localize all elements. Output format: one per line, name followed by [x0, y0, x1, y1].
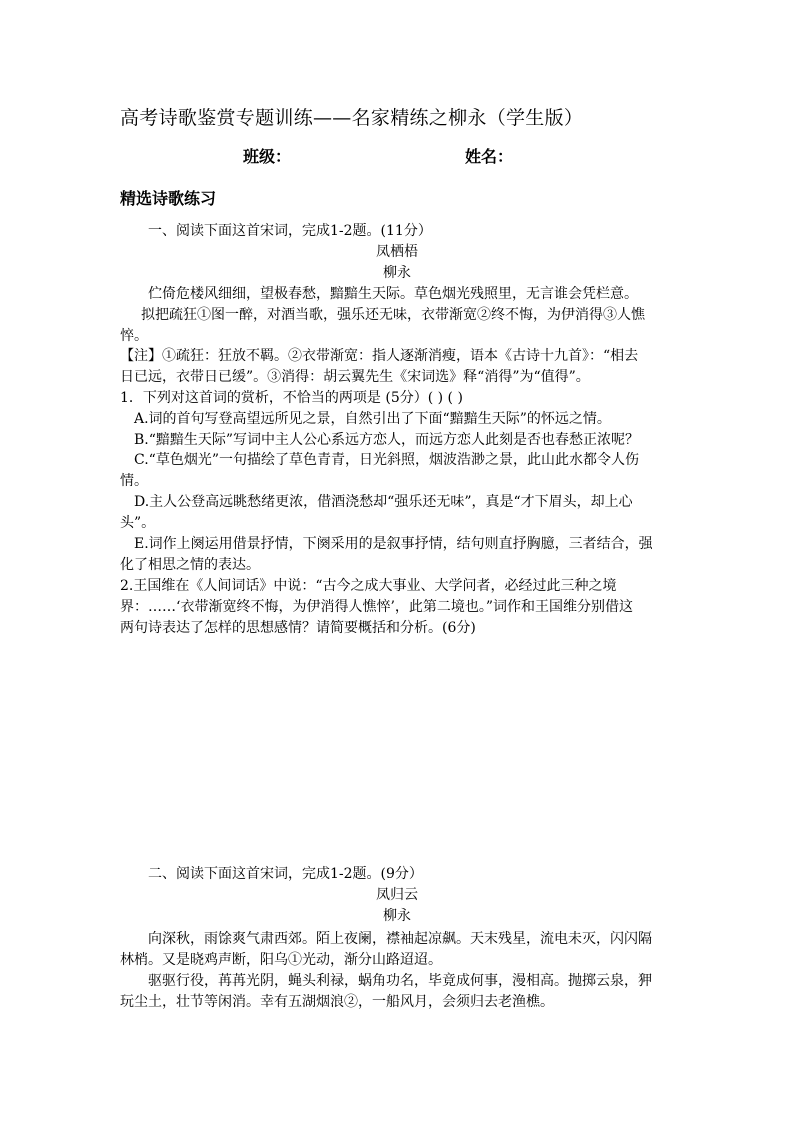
option-e-cont: 化了相思之情的表达。	[120, 557, 260, 573]
question-1: 1．下列对这首词的赏析，不恰当的两项是 (5分）( ) ( )	[120, 390, 463, 406]
part1-author: 柳永	[383, 265, 411, 281]
class-label: 班级：	[243, 147, 292, 166]
part2-poem-line: 向深秋，雨馀爽气肃西郊。陌上夜阑，襟袖起凉飙。天末残星，流电未灭，闪闪隔	[148, 931, 652, 947]
option-a: A.词的首句写登高望远所见之景，自然引出了下面“黯黯生天际”的怀远之情。	[134, 411, 611, 427]
section-heading: 精选诗歌练习	[120, 189, 217, 208]
part1-note: 日已远，衣带日已缓”。③消得：胡云翼先生《宋词选》释“消得”为“值得”。	[120, 369, 590, 385]
option-e: E.词作上阕运用借景抒情，下阕采用的是叙事抒情，结句则直抒胸臆，三者结合，强	[134, 536, 653, 552]
option-d: D.主人公登高远眺愁绪更浓，借酒浇愁却“强乐还无味”，真是“才下眉头，却上心	[134, 494, 633, 510]
option-c: C.“草色烟光”一句描绘了草色青青，日光斜照，烟波浩渺之景，此山此水都令人伤	[134, 452, 639, 468]
part2-intro: 二、阅读下面这首宋词，完成1-2题。(9分）	[148, 866, 423, 882]
part2-poem-line: 玩尘土，壮节等闲消。幸有五湖烟浪②，一船风月，会须归去老渔樵。	[120, 994, 554, 1010]
option-d-cont: 头”。	[120, 515, 156, 531]
option-c-cont: 情。	[120, 473, 148, 489]
part1-poem-title: 凤栖梧	[376, 244, 418, 260]
part1-poem-line: 悴。	[120, 328, 148, 344]
part1-intro: 一、阅读下面这首宋词，完成1-2题。(11分）	[148, 223, 432, 239]
part2-poem-line: 林梢。又是晓鸡声断，阳乌①光动，渐分山路迢迢。	[120, 952, 442, 968]
part1-poem-line: 拟把疏狂①图一醉，对酒当歌，强乐还无味，衣带渐宽②终不悔，为伊消得③人憔	[141, 307, 645, 323]
question-2-cont: 界：……‘衣带渐宽终不悔，为伊消得人憔悴’，此第二境也。”词作和王国维分别借这	[120, 599, 634, 615]
question-2: 2.王国维在《人间词话》中说：“古今之成大事业、大学问者，必经过此三种之境	[120, 578, 617, 594]
part2-poem-title: 凤归云	[376, 887, 418, 903]
part1-poem-line: 伫倚危楼风细细，望极春愁，黯黯生天际。草色烟光残照里，无言谁会凭栏意。	[148, 286, 638, 302]
part2-author: 柳永	[383, 908, 411, 924]
question-2-cont: 两句诗表达了怎样的思想感情？请简要概括和分析。(6分)	[120, 620, 476, 636]
part2-poem-line: 驱驱行役，苒苒光阴，蝇头利禄，蜗角功名，毕竟成何事，漫相高。抛掷云泉，狎	[148, 973, 652, 989]
part1-note: 【注】①疏狂：狂放不羁。②衣带渐宽：指人逐渐消瘦，语本《古诗十九首》：“相去	[120, 348, 639, 364]
option-b: B.“黯黯生天际”写词中主人公心系远方恋人，而远方恋人此刻是否也春愁正浓呢？	[134, 432, 640, 448]
name-label: 姓名：	[465, 147, 514, 166]
page-title: 高考诗歌鉴赏专题训练——名家精练之柳永（学生版）	[120, 107, 584, 129]
